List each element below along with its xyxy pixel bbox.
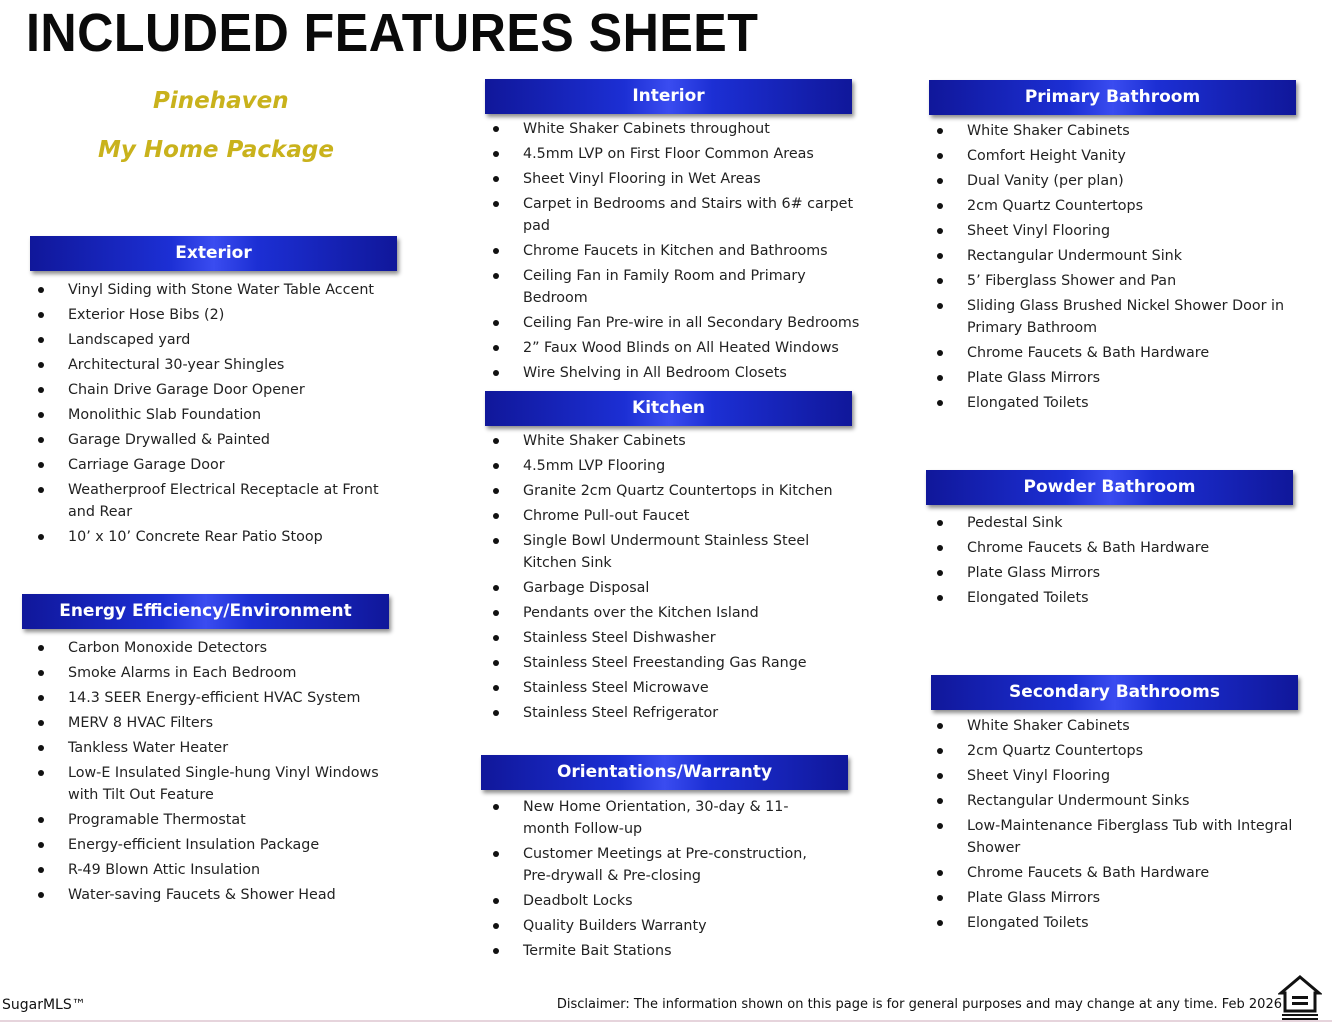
- list-item-text: Garbage Disposal: [523, 580, 650, 596]
- list-item-text: Chrome Faucets & Bath Hardware: [967, 540, 1210, 556]
- bullet-icon: [937, 520, 943, 526]
- list-item: [929, 887, 1299, 909]
- list-item-text: 10’ x 10’ Concrete Rear Patio Stoop: [68, 529, 323, 545]
- list-item-text: Elongated Toilets: [967, 395, 1089, 411]
- list-energy: [30, 637, 410, 906]
- list-orientations: [485, 796, 815, 962]
- list-item: [929, 392, 1299, 414]
- bullet-icon: [38, 362, 44, 368]
- bullet-icon: [38, 842, 44, 848]
- list-item: [30, 454, 410, 476]
- bullet-icon: [937, 545, 943, 551]
- list-item-text: Water-saving Faucets & Shower Head: [68, 887, 336, 903]
- list-item: [30, 662, 410, 684]
- list-item: [485, 627, 865, 649]
- list-item: [485, 915, 815, 937]
- section-kitchen: [485, 391, 852, 727]
- list-item: [929, 367, 1299, 389]
- list-item: [485, 890, 815, 912]
- list-item: [929, 145, 1299, 167]
- list-item-text: Chrome Faucets in Kitchen and Bathrooms: [523, 243, 828, 259]
- bullet-icon: [937, 375, 943, 381]
- bullet-icon: [38, 387, 44, 393]
- list-item: [929, 765, 1299, 787]
- list-item-text: Sheet Vinyl Flooring: [967, 768, 1111, 784]
- list-item-text: 2” Faux Wood Blinds on All Heated Windows: [523, 340, 839, 356]
- list-item: [30, 329, 410, 351]
- bullet-icon: [937, 920, 943, 926]
- list-item: [30, 354, 410, 376]
- list-item-text: MERV 8 HVAC Filters: [68, 715, 214, 731]
- bullet-icon: [937, 595, 943, 601]
- list-item: [929, 715, 1299, 737]
- bullet-icon: [493, 151, 499, 157]
- bullet-icon: [493, 804, 499, 810]
- list-item: [929, 195, 1299, 217]
- bullet-icon: [937, 203, 943, 209]
- bullet-icon: [38, 287, 44, 293]
- bullet-icon: [493, 710, 499, 716]
- list-item-text: Ceiling Fan in Family Room and Primary Bedroom: [523, 268, 806, 306]
- list-item: [30, 762, 410, 806]
- list-item-text: Termite Bait Stations: [523, 943, 672, 959]
- list-item-text: Carpet in Bedrooms and Stairs with 6# carpet pad: [523, 196, 854, 234]
- bullet-icon: [937, 748, 943, 754]
- bullet-icon: [937, 870, 943, 876]
- list-item-text: Chrome Faucets & Bath Hardware: [967, 345, 1210, 361]
- list-item-text: Stainless Steel Microwave: [523, 680, 709, 696]
- list-item-text: 4.5mm LVP on First Floor Common Areas: [523, 146, 814, 162]
- list-powder-bathroom: [929, 512, 1296, 609]
- list-item-text: Sheet Vinyl Flooring in Wet Areas: [523, 171, 761, 187]
- list-item: [929, 862, 1299, 884]
- bullet-icon: [38, 745, 44, 751]
- list-item-text: Elongated Toilets: [967, 915, 1089, 931]
- section-header-orientations: Orientations/Warranty: [481, 755, 848, 790]
- list-item-text: Single Bowl Undermount Stainless Steel Kitchen Sink: [523, 533, 810, 571]
- bullet-icon: [937, 303, 943, 309]
- list-item-text: White Shaker Cabinets: [967, 123, 1130, 139]
- list-item-text: Plate Glass Mirrors: [967, 890, 1101, 906]
- bullet-icon: [38, 337, 44, 343]
- bullet-icon: [493, 273, 499, 279]
- bullet-icon: [493, 851, 499, 857]
- bullet-icon: [493, 438, 499, 444]
- list-item: [30, 637, 410, 659]
- section-header-exterior: Exterior: [30, 236, 397, 271]
- list-item-text: Sliding Glass Brushed Nickel Shower Door in Primary Bathroom: [967, 298, 1285, 336]
- bullet-icon: [937, 153, 943, 159]
- list-item-text: Chrome Pull-out Faucet: [523, 508, 690, 524]
- list-item: [929, 562, 1296, 584]
- list-item-text: Landscaped yard: [68, 332, 191, 348]
- section-exterior: [30, 236, 397, 551]
- list-item: [485, 677, 865, 699]
- bullet-icon: [493, 488, 499, 494]
- bullet-icon: [493, 685, 499, 691]
- list-item-text: 2cm Quartz Countertops: [967, 743, 1144, 759]
- list-item: [485, 530, 865, 574]
- list-item-text: 14.3 SEER Energy-efficient HVAC System: [68, 690, 361, 706]
- bullet-icon: [937, 278, 943, 284]
- list-item: [929, 587, 1296, 609]
- list-item: [485, 505, 865, 527]
- sugarmls-logo: SugarMLS™: [2, 997, 86, 1013]
- list-item: [485, 652, 865, 674]
- list-item-text: Deadbolt Locks: [523, 893, 633, 909]
- list-item-text: Pedestal Sink: [967, 515, 1063, 531]
- list-item: [30, 687, 410, 709]
- list-item-text: Low-E Insulated Single-hung Vinyl Windows with Tilt Out Feature: [68, 765, 379, 803]
- list-item-text: Exterior Hose Bibs (2): [68, 307, 225, 323]
- list-item-text: Carriage Garage Door: [68, 457, 225, 473]
- bullet-icon: [493, 345, 499, 351]
- list-item-text: Chain Drive Garage Door Opener: [68, 382, 305, 398]
- section-orientations: [481, 755, 848, 965]
- list-item-text: Programable Thermostat: [68, 812, 246, 828]
- list-item-text: Chrome Faucets & Bath Hardware: [967, 865, 1210, 881]
- list-item: [485, 843, 815, 887]
- bullet-icon: [493, 463, 499, 469]
- package-name: My Home Package: [98, 137, 334, 163]
- list-item: [30, 279, 410, 301]
- list-item: [30, 479, 410, 523]
- list-item-text: R-49 Blown Attic Insulation: [68, 862, 261, 878]
- bullet-icon: [493, 176, 499, 182]
- bullet-icon: [38, 892, 44, 898]
- list-item-text: 4.5mm LVP Flooring: [523, 458, 666, 474]
- equal-housing-opportunity-icon: [1278, 975, 1322, 1021]
- list-item: [30, 859, 410, 881]
- list-item: [30, 526, 410, 548]
- bullet-icon: [493, 201, 499, 207]
- list-item-text: Pendants over the Kitchen Island: [523, 605, 759, 621]
- section-header-powder-bathroom: Powder Bathroom: [926, 470, 1293, 505]
- list-item-text: Monolithic Slab Foundation: [68, 407, 262, 423]
- list-item-text: Carbon Monoxide Detectors: [68, 640, 268, 656]
- list-kitchen: [485, 430, 865, 724]
- list-item: [485, 940, 815, 962]
- bullet-icon: [493, 948, 499, 954]
- bullet-icon: [493, 538, 499, 544]
- list-interior: [485, 118, 865, 384]
- list-item: [929, 512, 1296, 534]
- list-item-text: Energy-efficient Insulation Package: [68, 837, 320, 853]
- list-item-text: Stainless Steel Dishwasher: [523, 630, 716, 646]
- bullet-icon: [937, 823, 943, 829]
- list-item-text: Customer Meetings at Pre-construction, Pre-drywall & Pre-closing: [523, 846, 807, 884]
- bullet-icon: [38, 720, 44, 726]
- list-item-text: Garage Drywalled & Painted: [68, 432, 270, 448]
- bullet-icon: [937, 178, 943, 184]
- section-energy: [22, 594, 389, 909]
- list-item: [30, 429, 410, 451]
- bullet-icon: [937, 253, 943, 259]
- list-item: [929, 220, 1299, 242]
- bullet-icon: [38, 534, 44, 540]
- section-header-primary-bathroom: Primary Bathroom: [929, 80, 1296, 115]
- list-item-text: New Home Orientation, 30-day & 11-month Follow-up: [523, 799, 789, 837]
- list-item-text: Granite 2cm Quartz Countertops in Kitchen: [523, 483, 833, 499]
- community-name: Pinehaven: [153, 88, 289, 114]
- list-item: [30, 404, 410, 426]
- list-item-text: Wire Shelving in All Bedroom Closets: [523, 365, 787, 381]
- bullet-icon: [38, 412, 44, 418]
- bullet-icon: [493, 513, 499, 519]
- section-header-secondary-bathrooms: Secondary Bathrooms: [931, 675, 1298, 710]
- bullet-icon: [937, 895, 943, 901]
- list-item: [30, 834, 410, 856]
- list-item: [929, 342, 1299, 364]
- section-header-energy: Energy Efficiency/Environment: [22, 594, 389, 629]
- bullet-icon: [493, 635, 499, 641]
- bullet-icon: [493, 923, 499, 929]
- list-item-text: Dual Vanity (per plan): [967, 173, 1124, 189]
- list-item: [485, 796, 815, 840]
- list-item-text: Quality Builders Warranty: [523, 918, 707, 934]
- list-item: [929, 270, 1299, 292]
- list-item: [929, 815, 1299, 859]
- bullet-icon: [493, 898, 499, 904]
- bullet-icon: [38, 695, 44, 701]
- bullet-icon: [38, 462, 44, 468]
- bullet-icon: [937, 798, 943, 804]
- list-item-text: Architectural 30-year Shingles: [68, 357, 285, 373]
- list-item-text: Elongated Toilets: [967, 590, 1089, 606]
- list-item: [485, 143, 865, 165]
- bullet-icon: [937, 570, 943, 576]
- section-header-interior: Interior: [485, 79, 852, 114]
- bullet-icon: [937, 400, 943, 406]
- list-item-text: 2cm Quartz Countertops: [967, 198, 1144, 214]
- list-item: [485, 577, 865, 599]
- section-secondary-bathrooms: [931, 675, 1298, 937]
- page-title: INCLUDED FEATURES SHEET: [26, 3, 759, 63]
- bullet-icon: [38, 817, 44, 823]
- list-secondary-bathrooms: [929, 715, 1299, 934]
- list-item: [485, 312, 865, 334]
- list-item: [485, 430, 865, 452]
- list-item: [485, 240, 865, 262]
- list-item: [30, 712, 410, 734]
- list-item: [30, 737, 410, 759]
- list-item-text: White Shaker Cabinets: [967, 718, 1130, 734]
- section-powder-bathroom: [926, 470, 1293, 612]
- list-item-text: Vinyl Siding with Stone Water Table Accent: [68, 282, 374, 298]
- list-item: [929, 740, 1299, 762]
- list-item: [485, 337, 865, 359]
- bullet-icon: [937, 773, 943, 779]
- list-item-text: Plate Glass Mirrors: [967, 370, 1101, 386]
- list-item: [485, 602, 865, 624]
- list-item-text: Rectangular Undermount Sink: [967, 248, 1183, 264]
- bullet-icon: [38, 867, 44, 873]
- list-item: [485, 168, 865, 190]
- bullet-icon: [38, 670, 44, 676]
- list-item: [929, 120, 1299, 142]
- bullet-icon: [493, 370, 499, 376]
- bullet-icon: [493, 126, 499, 132]
- list-item: [30, 884, 410, 906]
- list-exterior: [30, 279, 410, 548]
- list-item: [485, 362, 865, 384]
- list-item: [929, 245, 1299, 267]
- list-item: [929, 912, 1299, 934]
- list-primary-bathroom: [929, 120, 1299, 414]
- bullet-icon: [937, 350, 943, 356]
- list-item-text: Stainless Steel Freestanding Gas Range: [523, 655, 807, 671]
- list-item-text: Stainless Steel Refrigerator: [523, 705, 719, 721]
- list-item: [929, 790, 1299, 812]
- bullet-icon: [493, 248, 499, 254]
- list-item-text: Sheet Vinyl Flooring: [967, 223, 1111, 239]
- list-item-text: Tankless Water Heater: [68, 740, 229, 756]
- list-item-text: Plate Glass Mirrors: [967, 565, 1101, 581]
- list-item: [929, 295, 1299, 339]
- list-item: [485, 265, 865, 309]
- bullet-icon: [38, 437, 44, 443]
- bullet-icon: [38, 312, 44, 318]
- disclaimer: Disclaimer: The information shown on this page is for general purposes and may change at any time. Feb 2026: [556, 997, 1282, 1012]
- bullet-icon: [937, 723, 943, 729]
- list-item: [929, 170, 1299, 192]
- list-item-text: Smoke Alarms in Each Bedroom: [68, 665, 297, 681]
- list-item: [485, 193, 865, 237]
- list-item-text: 5’ Fiberglass Shower and Pan: [967, 273, 1177, 289]
- bullet-icon: [493, 610, 499, 616]
- list-item-text: Ceiling Fan Pre-wire in all Secondary Bedrooms: [523, 315, 860, 331]
- list-item: [30, 809, 410, 831]
- bullet-icon: [493, 660, 499, 666]
- list-item: [485, 455, 865, 477]
- list-item: [485, 702, 865, 724]
- section-header-kitchen: Kitchen: [485, 391, 852, 426]
- list-item: [485, 118, 865, 140]
- bullet-icon: [493, 585, 499, 591]
- list-item: [30, 304, 410, 326]
- list-item: [485, 480, 865, 502]
- list-item-text: Comfort Height Vanity: [967, 148, 1126, 164]
- bullet-icon: [38, 645, 44, 651]
- bullet-icon: [38, 487, 44, 493]
- list-item: [30, 379, 410, 401]
- bullet-icon: [937, 228, 943, 234]
- list-item-text: Rectangular Undermount Sinks: [967, 793, 1190, 809]
- list-item-text: Low-Maintenance Fiberglass Tub with Integral Shower: [967, 818, 1293, 856]
- bullet-icon: [38, 770, 44, 776]
- list-item-text: White Shaker Cabinets throughout: [523, 121, 770, 137]
- list-item: [929, 537, 1296, 559]
- bullet-icon: [937, 128, 943, 134]
- section-interior: [485, 79, 860, 387]
- footer-divider: [0, 1020, 1332, 1022]
- list-item-text: Weatherproof Electrical Receptacle at Front and Rear: [68, 482, 379, 520]
- bullet-icon: [493, 320, 499, 326]
- section-primary-bathroom: [929, 80, 1296, 417]
- list-item-text: White Shaker Cabinets: [523, 433, 686, 449]
